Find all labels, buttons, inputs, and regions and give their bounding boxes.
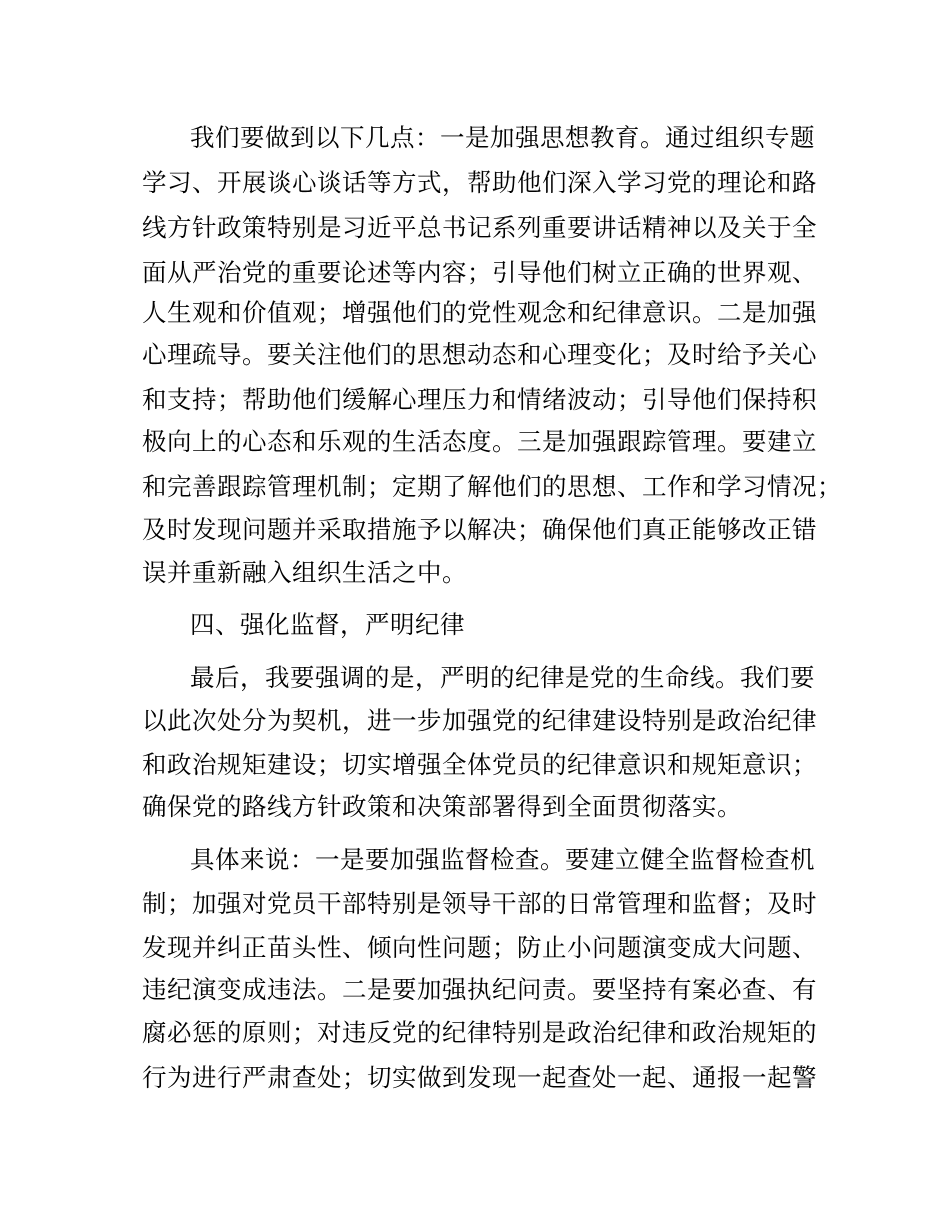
paragraph-2-line-4: 确保党的路线方针政策和决策部署得到全面贯彻落实。 [142,792,742,821]
paragraph-1-line-1: 我们要做到以下几点：一是加强思想教育。通过组织专题 [190,123,815,152]
paragraph-3-line-4: 违纪演变成违法。二是要加强执纪问责。要坚持有案必查、有 [142,975,817,1004]
paragraph-1-line-11: 误并重新融入组织生活之中。 [142,558,467,587]
paragraph-2-line-1: 最后，我要强调的是，严明的纪律是党的生命线。我们要 [190,663,815,692]
paragraph-3-line-3: 发现并纠正苗头性、倾向性问题；防止小问题演变成大问题、 [142,933,817,962]
paragraph-1-line-10: 及时发现问题并采取措施予以解决；确保他们真正能够改正错 [142,515,817,544]
paragraph-1-line-9: 和完善跟踪管理机制；定期了解他们的思想、工作和学习情况； [142,472,842,501]
paragraph-1-line-7: 和支持；帮助他们缓解心理压力和情绪波动；引导他们保持积 [142,385,817,414]
paragraph-3-line-2: 制；加强对党员干部特别是领导干部的日常管理和监督；及时 [142,889,817,918]
section-heading: 四、强化监督，严明纪律 [190,610,465,639]
paragraph-3-line-1: 具体来说：一是要加强监督检查。要建立健全监督检查机 [190,845,815,874]
paragraph-3-line-6: 行为进行严肃查处；切实做到发现一起查处一起、通报一起警 [142,1063,817,1092]
paragraph-1-line-3: 线方针政策特别是习近平总书记系列重要讲话精神以及关于全 [142,213,817,242]
paragraph-1-line-4: 面从严治党的重要论述等内容；引导他们树立正确的世界观、 [142,258,817,287]
paragraph-1-line-2: 学习、开展谈心谈话等方式，帮助他们深入学习党的理论和路 [142,168,817,197]
paragraph-2-line-3: 和政治规矩建设；切实增强全体党员的纪律意识和规矩意识； [142,750,817,779]
paragraph-1-line-5: 人生观和价值观；增强他们的党性观念和纪律意识。二是加强 [142,298,817,327]
paragraph-3-line-5: 腐必惩的原则；对违反党的纪律特别是政治纪律和政治规矩的 [142,1018,817,1047]
paragraph-2-line-2: 以此次处分为契机，进一步加强党的纪律建设特别是政治纪律 [142,706,817,735]
paragraph-1-line-8: 极向上的心态和乐观的生活态度。三是加强跟踪管理。要建立 [142,427,817,456]
paragraph-1-line-6: 心理疏导。要关注他们的思想动态和心理变化；及时给予关心 [142,340,817,369]
